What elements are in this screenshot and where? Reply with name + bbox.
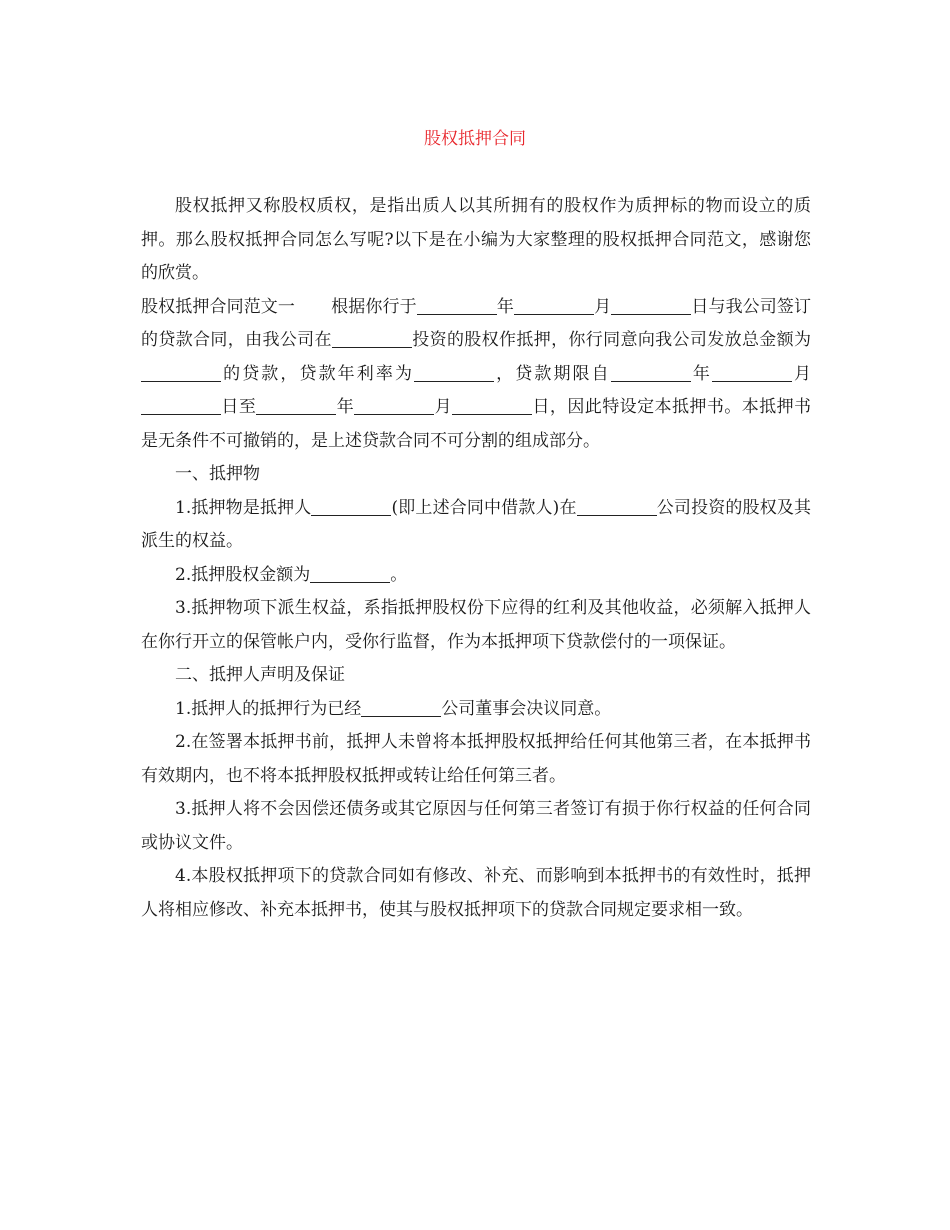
blank-line (332, 330, 412, 348)
blank-line (354, 397, 434, 415)
section-2-item-2: 2.在签署本抵押书前，抵押人未曾将本抵押股权抵押给任何其他第三者，在本抵押书有效期内，也不将本抵押股权抵押或转让给任何第三者。 (141, 732, 811, 786)
blank-line (414, 364, 494, 382)
item-text: 。 (390, 564, 408, 585)
document-body (141, 190, 811, 927)
blank-line (577, 498, 657, 516)
blank-line (611, 297, 691, 315)
blank-line (141, 397, 221, 415)
blank-line (514, 297, 594, 315)
blank-line (452, 397, 532, 415)
blank-line (361, 699, 441, 717)
item-text: 1.抵押人的抵押行为已经 (175, 698, 362, 719)
opening-text-2: 年 (496, 296, 514, 317)
opening-text-13: 日，因此特设定本抵押书。本抵押书是无条件不可撤销的，是上述贷款合同不可分割的组成部分。 (141, 397, 812, 451)
blank-line (310, 565, 390, 583)
item-text: 公司投资的股权及其派生的权益。 (141, 497, 812, 551)
item-text: 公司董事会决议同意。 (441, 698, 612, 719)
opening-text-8: 年 (690, 363, 712, 384)
section-1-item-1 (141, 492, 811, 559)
blank-line (256, 397, 336, 415)
opening-text-12: 月 (434, 397, 453, 417)
blank-line (311, 498, 391, 516)
document-title: 股权抵押合同 (424, 129, 526, 149)
sample-label: 股权抵押合同范文一 (141, 296, 296, 317)
blank-line (417, 297, 497, 315)
opening-paragraph (141, 291, 811, 459)
opening-text-10: 日至 (221, 397, 257, 417)
blank-line (611, 364, 691, 382)
item-text: 2.抵押股权金额为 (175, 564, 311, 585)
section-1-item-3: 3.抵押物项下派生权益，系指抵押股权份下应得的红利及其他收益，必须解入抵押人在你行开立的保管帐户内，受你行监督，作为本抵押项下贷款偿付的一项保证。 (141, 598, 811, 652)
section-2-item-3: 3.抵押人将不会因偿还债务或其它原因与任何第三者签订有损于你行权益的任何合同或协议文件。 (141, 799, 811, 853)
item-text: (即上述合同中借款人)在 (391, 497, 577, 518)
opening-text-1: 根据你行于 (331, 296, 417, 317)
opening-text-7: ，贷款期限自 (494, 363, 611, 384)
blank-line (141, 364, 221, 382)
opening-text-3: 月 (593, 296, 612, 317)
item-text: 1.抵押物是抵押人 (175, 497, 312, 518)
section-2-item-4: 4.本股权抵押项下的贷款合同如有修改、补充、而影响到本抵押书的有效性时，抵押人将相应修改、补充本抵押书，使其与股权抵押项下的贷款合同规定要求相一致。 (141, 866, 811, 920)
section-1-heading: 一、抵押物 (175, 464, 260, 484)
blank-line (712, 364, 792, 382)
opening-text-5: 投资的股权作抵押，你行同意向我公司发放总金额为 (411, 330, 812, 350)
intro-paragraph: 股权抵押又称股权质权，是指出质人以其所拥有的股权作为质押标的物而设立的质押。那么股权抵押合同怎么写呢?以下是在小编为大家整理的股权抵押合同范文，感谢您的欣赏。 (141, 196, 811, 283)
section-1-item-2 (141, 559, 811, 593)
opening-text-9: 月 (791, 363, 812, 384)
opening-text-6: 的贷款，贷款年利率为 (221, 363, 415, 384)
section-2-heading: 二、抵押人声明及保证 (175, 665, 345, 685)
section-2-item-1 (141, 693, 811, 727)
opening-text-11: 年 (336, 397, 355, 417)
opening-text-4: 日与我公司签订的贷款合同，由我公司在 (141, 296, 812, 350)
